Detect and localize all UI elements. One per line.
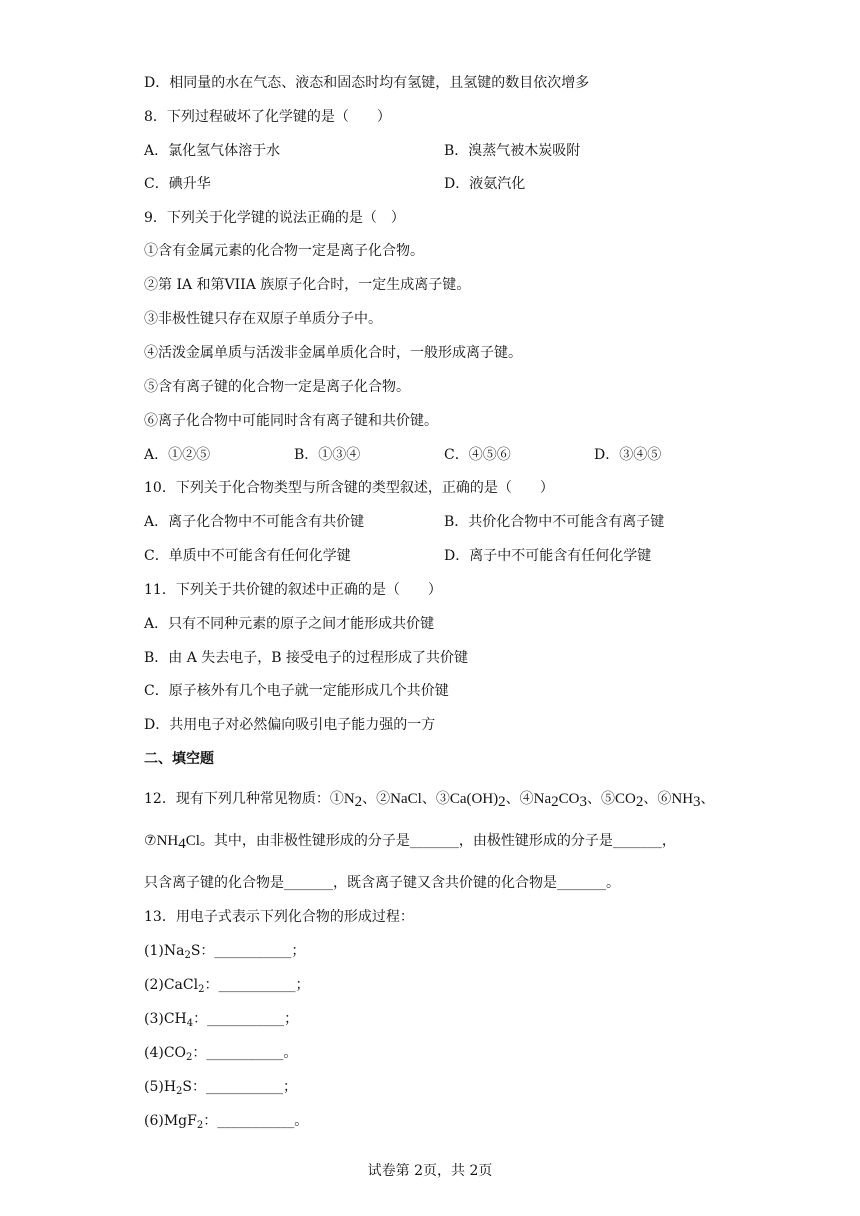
q12-intro: 12．现有下列几种常见物质： [144, 791, 330, 807]
q9-option-d: D．③④⑤ [594, 447, 662, 463]
q13-item-1: $(1)Na_2S$：___________； [144, 943, 306, 961]
q13-item-6: (6)MgF$_2$：___________。 [144, 1113, 309, 1131]
q9-statement: ②第 IA 和第VIIA 族原子化合时，一定生成离子键。 [144, 277, 471, 293]
q13-item-2: (2)CaCl$_2$：___________； [144, 977, 310, 995]
q12-item-4: $④Na_2CO_3$ [519, 791, 588, 810]
q12-item-5: $⑤CO_2$ [601, 791, 644, 810]
q8-option-d: D．液氨汽化 [444, 176, 526, 192]
q9-statement: ⑤含有离子键的化合物一定是离子化合物。 [144, 379, 410, 395]
q11-option-d: D．共用电子对必然偏向吸引电子能力强的一方 [144, 717, 436, 733]
q12-item-3: $③Ca(OH)_2$ [435, 791, 506, 810]
q10-option-a: A．离子化合物中不可能含有共价键 [144, 514, 365, 530]
q11-option-c: C．原子核外有几个电子就一定能形成几个共价键 [144, 683, 449, 699]
q11-option-a: A．只有不同种元素的原子之间才能形成共价键 [144, 616, 435, 632]
q13-item-5: $(5)H_2S$：___________； [144, 1079, 298, 1097]
q11-option-b: B．由 A 失去电子，B 接受电子的过程形成了共价键 [144, 650, 469, 666]
q9-option-c: C．④⑤⑥ [444, 447, 511, 463]
q12-item-2: ②NaCl [376, 791, 422, 807]
q7-option-d: D．相同量的水在气态、液态和固态时均有氢键，且氢键的数目依次增多 [144, 75, 590, 91]
q10-option-d: D．离子中不可能含有任何化学键 [444, 548, 652, 564]
section-title: 二、填空题 [144, 751, 214, 767]
q8-option-b: B．溴蒸气被木炭吸附 [444, 143, 581, 159]
q10-option-b: B．共价化合物中不可能含有离子键 [444, 514, 665, 530]
q12-item-6: $⑥NH_3$ [657, 791, 701, 810]
q9-option-b: B．①③④ [294, 447, 361, 463]
q12-line3: 只含离子键的化合物是_______，既含离子键又含共价键的化合物是_______。 [144, 875, 620, 891]
q9-statement: ③非极性键只存在双原子单质分子中。 [144, 311, 382, 327]
q8-option-a: A．氯化氢气体溶于水 [144, 143, 281, 159]
answer-blank[interactable]: ___________ [207, 1011, 285, 1027]
q9-statement: ①含有金属元素的化合物一定是离子化合物。 [144, 243, 424, 259]
q13-stem: 13．用电子式表示下列化合物的形成过程： [144, 909, 414, 925]
page-footer: 试卷第 2页，共 2页 [367, 1163, 493, 1179]
q12-line2: $⑦NH_4Cl$。其中，由非极性键形成的分子是_______，由极性键形成的分子是_______， [144, 833, 676, 852]
q9-stem: 9．下列关于化学键的说法正确的是（ ） [144, 210, 405, 226]
q12-line1: 12．现有下列几种常见物质：$①N_2$、②NaCl、$③Ca(OH)_2$、$④Na_2CO_3$、$⑤CO_2$、$⑥NH_3$、 [144, 791, 715, 810]
q9-statement: ④活泼金属单质与活泼非金属单质化合时，一般形成离子键。 [144, 345, 522, 361]
q8-option-c: C．碘升华 [144, 176, 211, 192]
answer-blank[interactable]: ___________ [214, 943, 292, 959]
q13-item-3: $(3)CH_4$：___________； [144, 1011, 299, 1029]
q11-stem: 11．下列关于共价键的叙述中正确的是（ ） [144, 582, 442, 598]
q12-item-1: $①N_2$ [329, 791, 363, 810]
answer-blank[interactable]: ___________ [206, 1079, 284, 1095]
q9-statement: ⑥离子化合物中可能同时含有离子键和共价键。 [144, 413, 438, 429]
q10-stem: 10．下列关于化合物类型与所含键的类型叙述，正确的是（ ） [144, 480, 554, 496]
q9-option-a: A．①②⑤ [144, 447, 211, 463]
answer-blank[interactable]: ___________ [206, 1045, 284, 1061]
q13-item-4: $(4)CO_2$：___________。 [144, 1045, 298, 1063]
q10-option-c: C．单质中不可能含有任何化学键 [144, 548, 351, 564]
answer-blank[interactable]: ___________ [217, 1113, 295, 1129]
q8-stem: 8．下列过程破坏了化学键的是（ ） [144, 109, 391, 125]
answer-blank[interactable]: ___________ [218, 977, 296, 993]
